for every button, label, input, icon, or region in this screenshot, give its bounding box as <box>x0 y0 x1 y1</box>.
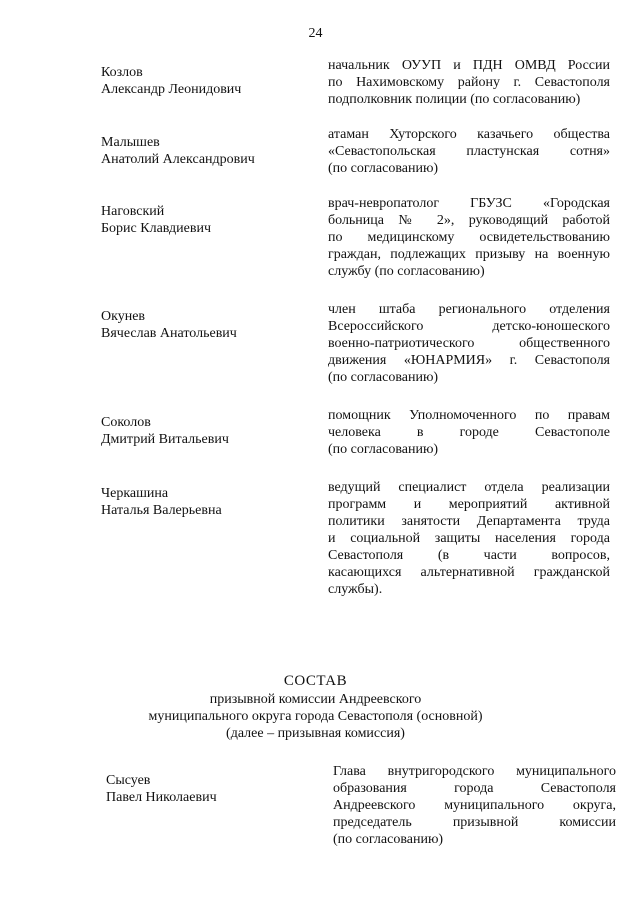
member-given-names: Александр Леонидович <box>101 82 242 97</box>
role-line: ведущий специалист отдела реализации <box>328 480 610 495</box>
role-line: образования города Севастополя <box>333 781 616 796</box>
member-surname: Черкашина <box>101 486 169 501</box>
member-surname: Окунев <box>101 309 146 324</box>
role-line: касающихся альтернативной гражданской <box>328 565 610 580</box>
role-line: (по согласованию) <box>333 832 444 847</box>
member-role <box>328 407 610 458</box>
section-subtitle-line: призывной комиссии Андреевского <box>209 692 422 707</box>
role-line: политики занятости Департамента труда <box>328 514 610 529</box>
role-line: службы). <box>328 582 383 597</box>
role-line: атаман Хуторского казачьего общества <box>328 127 610 142</box>
role-line: «Севастопольская пластунская сотня» <box>328 144 610 159</box>
member-name <box>101 134 301 168</box>
role-line: (по согласованию) <box>328 161 439 176</box>
role-line: по медицинскому освидетельствованию <box>328 230 610 245</box>
role-line: Севастополя (в части вопросов, <box>328 548 610 563</box>
chairman-surname: Сысуев <box>106 773 151 788</box>
member-name <box>101 64 301 98</box>
member-given-names: Наталья Валерьевна <box>101 503 222 518</box>
role-line: программ и мероприятий активной <box>328 497 610 512</box>
member-name <box>101 203 301 237</box>
member-surname: Малышев <box>101 135 160 150</box>
member-name <box>101 308 301 342</box>
role-line: (по согласованию) <box>328 370 439 385</box>
role-line: Глава внутригородского муниципального <box>333 764 616 779</box>
role-line: председатель призывной комиссии <box>333 815 616 830</box>
member-role <box>328 57 610 108</box>
role-line: начальник ОУУП и ПДН ОМВД России <box>328 58 610 73</box>
role-line: человека в городе Севастополе <box>328 425 610 440</box>
section-heading <box>0 672 631 742</box>
member-role <box>328 195 610 280</box>
member-given-names: Анатолий Александрович <box>101 152 255 167</box>
member-given-names: Борис Клавдиевич <box>101 221 212 236</box>
page-number: 24 <box>308 26 323 41</box>
role-line: помощник Уполномоченного по правам <box>328 408 610 423</box>
section-title: СОСТАВ <box>283 673 348 689</box>
member-given-names: Дмитрий Витальевич <box>101 432 229 447</box>
role-line: движения «ЮНАРМИЯ» г. Севастополя <box>328 353 610 368</box>
role-line: врач-невропатолог ГБУЗС «Городская <box>328 196 610 211</box>
member-role <box>328 301 610 386</box>
role-line: подполковник полиции (по согласованию) <box>328 92 581 107</box>
member-surname: Наговский <box>101 204 165 219</box>
chairman-name <box>106 772 306 806</box>
chairman-given-names: Павел Николаевич <box>106 790 217 805</box>
role-line: граждан, подлежащих призыву на военную <box>328 247 610 262</box>
member-name <box>101 414 301 448</box>
member-name <box>101 485 301 519</box>
role-line: (по согласованию) <box>328 442 439 457</box>
role-line: Андреевского муниципального округа, <box>333 798 616 813</box>
role-line: Всероссийского детско-юношеского <box>328 319 610 334</box>
member-given-names: Вячеслав Анатольевич <box>101 326 237 341</box>
role-line: и социальной защиты населения города <box>328 531 610 546</box>
role-line: по Нахимовскому району г. Севастополя <box>328 75 610 90</box>
section-subtitle-line: муниципального округа города Севастополя (основной) <box>148 709 483 724</box>
role-line: военно-патриотического общественного <box>328 336 610 351</box>
role-line: службу (по согласованию) <box>328 264 485 279</box>
role-line: больница № 2», руководящий работой <box>328 213 610 228</box>
member-role <box>328 479 610 598</box>
member-role <box>328 126 610 177</box>
role-line: член штаба регионального отделения <box>328 302 610 317</box>
chairman-role <box>333 763 616 848</box>
member-surname: Козлов <box>101 65 143 80</box>
section-subtitle-line: (далее – призывная комиссия) <box>226 726 405 741</box>
member-surname: Соколов <box>101 415 151 430</box>
